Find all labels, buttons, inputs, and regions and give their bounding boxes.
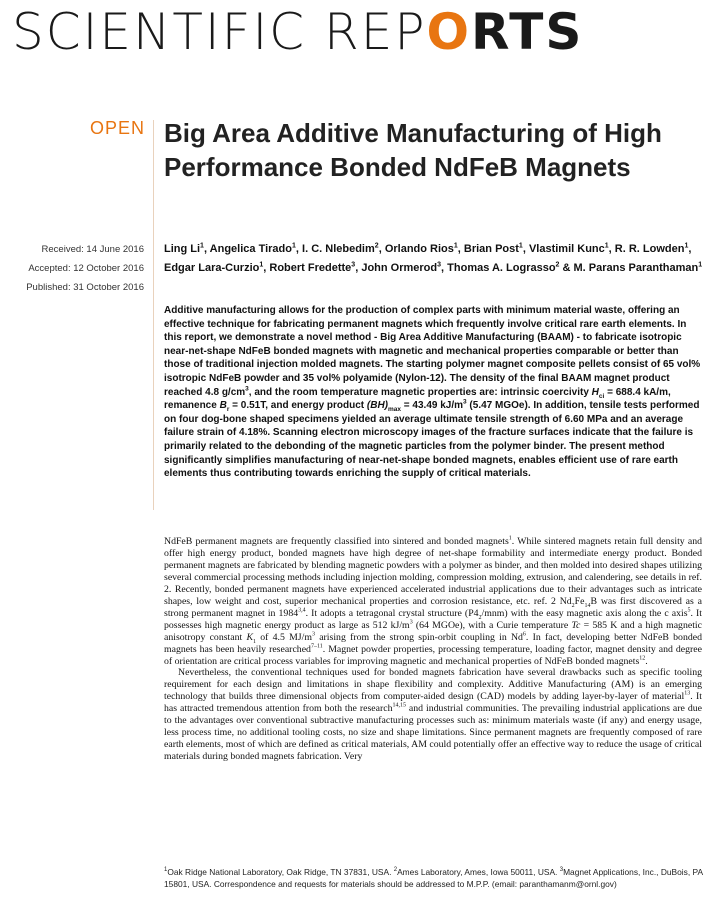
author-name[interactable]: I. C. Nlebedim: [302, 243, 375, 255]
body-text: . In fact, developing better NdFeB bonded magnets has been heavily researched: [164, 631, 702, 655]
body-text: Nevertheless, the conventional techniques used for bonded magnets fabrication have several drawbacks such as specific tooling requirement for each design and limitations in shape flexibility and complexity. Additive Manufacturing (AM) is an emerging technology that builds three dimensional objects from computer-aided design (CAD) models by adding layer-by-layer of material: [164, 667, 702, 703]
superscript: 3: [245, 385, 249, 393]
author-name[interactable]: Edgar Lara-Curzio: [164, 262, 260, 274]
author-separator: ,: [457, 243, 464, 255]
author-name[interactable]: Angelica Tirado: [209, 243, 292, 255]
symbol-k1: K: [246, 631, 254, 643]
author-affiliation: 3: [437, 261, 442, 269]
author-name[interactable]: Robert Fredette: [269, 262, 352, 274]
symbol-tc: Tc: [571, 619, 581, 631]
body-text: . Magnet powder properties, processing temperature, loading factor, magnet density and degree of orientation are critical process variables for improving magnetic and mechanical properties of NdFeB bonded magnets: [164, 643, 702, 667]
body-text: NdFeB permanent magnets are frequently classified into sintered and bonded magnets: [164, 536, 509, 547]
abstract-text: (5.47 MGOe). In addition, tensile tests performed on four dog-bone shaped specimens yielded an average ultimate tensile strength of 6.60 MPa and an average failure strain of 4.18%. Scanning electron microscopy images of the fracture surfaces indicate that the failure is primarily related to the debonding of the magnetic particles from the polymer binder. The present method significantly simplifies manufacturing of near-net-shape bonded magnets, enables efficient use of rare earth elements thus contributing towards enriching the supply of critical materials.: [164, 400, 700, 480]
subscript: r: [226, 406, 230, 414]
body-text: . It possesses high magnetic energy product as large as 512 kJ/m: [164, 607, 703, 631]
citation-ref[interactable]: 14,15: [392, 703, 406, 710]
title-divider-rule: [153, 120, 154, 510]
citation-ref[interactable]: 13: [684, 691, 691, 698]
abstract-text: = 43.49 kJ/m: [401, 400, 464, 412]
received-date: Received: 14 June 2016: [41, 244, 144, 255]
affiliations-footnote: [164, 866, 704, 890]
author-separator: ,: [688, 243, 692, 255]
citation-ref[interactable]: 7–11: [310, 643, 323, 650]
journal-name-part-2: RTS: [471, 3, 584, 61]
author-name[interactable]: Brian Post: [463, 243, 519, 255]
author-affiliation: 1: [518, 242, 523, 250]
abstract-text: , and the room temperature magnetic properties are: intrinsic coercivity: [248, 386, 592, 398]
body-text: = 585 K and a high magnetic anisotropy constant: [164, 619, 702, 643]
citation-ref[interactable]: 1: [508, 535, 512, 542]
accepted-date: Accepted: 12 October 2016: [28, 263, 144, 274]
author-name[interactable]: Orlando Rios: [384, 243, 454, 255]
body-text: of 4.5 MJ/m: [256, 631, 312, 643]
author-separator: ,: [203, 243, 210, 255]
body-text: B was first discovered as a strong permanent magnet in 1984: [164, 595, 702, 619]
author-name[interactable]: Thomas A. Lograsso: [447, 262, 556, 274]
author-list: [164, 240, 709, 278]
subscript: 2: [571, 602, 575, 609]
author-affiliation: 2: [555, 261, 560, 269]
published-date: Published: 31 October 2016: [26, 282, 144, 293]
author-name[interactable]: M. Parans Paranthaman: [573, 262, 699, 274]
affiliation-text: Magnet Applications, Inc., DuBois, PA 15801, USA. Correspondence and requests for materials should be addressed to M.P.P. (email: paranthamanm@ornl.gov): [164, 867, 703, 889]
abstract-text: Additive manufacturing allows for the production of complex parts with minimum material waste, offering an effective technique for fabricating permanent magnets which frequently involve critical rare earth elements. In this report, we demonstrate a novel method - Big Area Additive Manufacturing (BAAM) - to fabricate isotropic near-net-shape NdFeB bonded magnets with magnetic and mechanical properties comparable or better than those of traditional injection molded magnets. The starting polymer magnet composite pellets consist of 65 vol% isotropic NdFeB powder and 35 vol% polyamide (Nylon-12). The density of the final BAAM magnet product reached 4.8 g/cm: [164, 305, 701, 398]
author-separator: ,: [608, 243, 615, 255]
author-affiliation: 1: [604, 242, 609, 250]
body-text: Fe: [574, 595, 585, 607]
body-text: . It adopts a tetragonal crystal structure (P4: [305, 607, 479, 619]
author-affiliation: 1: [200, 242, 204, 250]
author-affiliation: 1: [684, 242, 689, 250]
body-text: arising from the strong spin-orbit coupling in Nd: [314, 631, 523, 643]
journal-name-part-1: SCIENTIFIC REP: [12, 3, 427, 61]
citation-ref[interactable]: 12: [639, 655, 646, 662]
author-affiliation: 3: [351, 261, 356, 269]
subscript: 2: [478, 614, 482, 621]
subscript: ci: [598, 392, 605, 400]
superscript: 3: [311, 631, 315, 638]
citation-ref[interactable]: 6: [522, 631, 526, 638]
body-paragraph-1: [164, 536, 702, 667]
affiliation-text: Oak Ridge National Laboratory, Oak Ridge, TN 37831, USA.: [167, 867, 394, 877]
journal-name-accent: O: [426, 3, 471, 61]
subscript: 1: [253, 638, 257, 645]
affiliation-marker: 2: [393, 867, 398, 874]
affiliation-marker: 1: [164, 867, 168, 874]
main-text: [164, 536, 702, 763]
body-text: /mnm) with the easy magnetic axis along the c axis: [481, 607, 688, 619]
journal-masthead[interactable]: [12, 2, 702, 62]
body-text: and industrial communities. The prevailing industrial applications are due to the advantages over conventional subtractive manufacturing processes such as: minimum materials waste (if any) and energy usage, less process time, no additional tooling costs, no size and shape limitations. Since permanent magnets are frequently composed of rare earth elements, most of which are defined as critical materials, AM could potentially offer an effective way to reduce the usage of critical materials during bonded magnets fabrication. Very: [164, 703, 702, 763]
author-name[interactable]: Vlastimil Kunc: [528, 243, 605, 255]
symbol-br: B: [219, 400, 227, 412]
abstract-text: = 688.4 kA/m, remanence: [164, 386, 671, 412]
body-paragraph-2: [164, 667, 702, 763]
author-name[interactable]: R. R. Lowden: [614, 243, 685, 255]
author-affiliation: 2: [374, 242, 379, 250]
subscript: max: [388, 406, 402, 414]
author-affiliation: 1: [453, 242, 458, 250]
author-name[interactable]: Ling Li: [164, 243, 201, 255]
author-affiliation: 1: [259, 261, 264, 269]
publication-dates: [10, 240, 144, 297]
author-name[interactable]: John Ormerod: [361, 262, 438, 274]
author-affiliation: 1: [292, 242, 296, 250]
article-title: Big Area Additive Manufacturing of High Performance Bonded NdFeB Magnets: [164, 118, 662, 182]
author-separator: ,: [378, 243, 385, 255]
abstract-text: = 0.51T, and energy product: [229, 400, 367, 412]
superscript: 3: [463, 398, 467, 406]
symbol-bhmax: (BH): [366, 400, 389, 412]
author-separator: ,: [263, 262, 270, 274]
body-text: . While sintered magnets retain full density and offer high energy product, bonded magnets have high degree of net-shape formability and intermediate energy product. Bonded permanent magnets are fabricated by blending magnetic powders with a polymer as binder, and then molded into desired shapes utilizing several commercial processing methods including injection molding, compression molding, extrusion, and calendering, see details in ref. 2. Recently, bonded permanent magnets have experienced accelerated industrial applications due to their advantages such as intricate shapes, low weight and cost, superior mechanical properties and corrosion resistance, etc. ref. 2 Nd: [164, 536, 702, 607]
author-separator: &: [559, 262, 574, 274]
subscript: 14: [584, 602, 591, 609]
body-text: (64 MGOe), with a Curie temperature: [412, 619, 572, 631]
citation-ref[interactable]: 5: [687, 607, 691, 614]
superscript: 3: [409, 619, 413, 626]
author-separator: ,: [441, 262, 448, 274]
body-text: . It has attracted tremendous attention from both the research: [164, 691, 702, 715]
body-text: .: [645, 655, 648, 667]
affiliation-text: Ames Laboratory, Ames, Iowa 50011, USA.: [397, 867, 560, 877]
author-separator: ,: [295, 243, 303, 255]
author-separator: ,: [522, 243, 529, 255]
citation-ref[interactable]: 3,4: [298, 607, 306, 614]
abstract: [164, 304, 704, 481]
open-access-label: OPEN: [89, 118, 145, 138]
affiliation-marker: 3: [559, 867, 564, 874]
author-separator: ,: [355, 262, 362, 274]
author-affiliation: 1: [698, 261, 703, 269]
symbol-hci: H: [591, 386, 599, 398]
